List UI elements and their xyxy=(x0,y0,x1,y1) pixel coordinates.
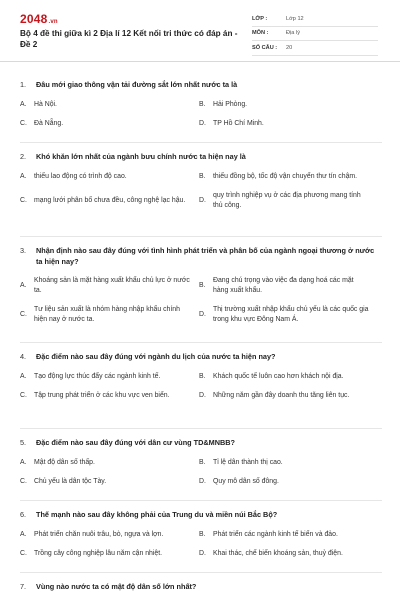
option-letter: C. xyxy=(20,477,27,485)
option-letter: B. xyxy=(199,530,206,538)
option-b[interactable] xyxy=(199,172,370,182)
option-c[interactable] xyxy=(20,191,191,211)
question-text: Nhận định nào sau đây đúng với tình hình phát triển và phân bố của ngành ngoại thương ở nước ta hiện nay? xyxy=(36,246,375,266)
option-letter: C. xyxy=(20,549,27,557)
question-7 xyxy=(20,582,382,593)
option-letter: B. xyxy=(199,100,206,108)
option-letter: C. xyxy=(20,119,27,127)
option-letter: D. xyxy=(199,119,206,127)
question-text: Đặc điểm nào sau đây đúng với ngành du lịch của nước ta hiện nay? xyxy=(36,352,276,361)
option-text: Đang chú trọng vào việc đa dạng hoá các mặt hàng xuất khẩu. xyxy=(213,277,354,294)
option-text: Tỉ lệ dân thành thị cao. xyxy=(213,458,283,466)
question-4 xyxy=(20,352,382,410)
options-grid xyxy=(20,172,382,220)
option-d[interactable] xyxy=(199,191,370,211)
options-grid xyxy=(20,458,382,496)
option-text: TP Hồ Chí Minh. xyxy=(213,119,264,127)
meta-value: 20 xyxy=(286,44,293,51)
option-a[interactable] xyxy=(20,458,191,468)
option-text: Trồng cây công nghiệp lâu năm cận nhiệt. xyxy=(34,549,163,557)
meta-row-count xyxy=(252,41,378,56)
option-b[interactable] xyxy=(199,458,370,468)
option-text: thiếu đồng bộ, tốc độ vận chuyển thư tín chậm. xyxy=(213,172,358,180)
option-text: Tư liệu sản xuất là nhóm hàng nhập khẩu chính hiện nay ở nước ta. xyxy=(34,306,180,323)
option-letter: C. xyxy=(20,196,27,204)
question-number: 7. xyxy=(20,582,27,591)
option-text: Chủ yếu là dân tộc Tày. xyxy=(34,477,107,485)
option-a[interactable] xyxy=(20,172,191,182)
option-c[interactable] xyxy=(20,119,191,129)
option-letter: D. xyxy=(199,311,206,318)
option-a[interactable] xyxy=(20,100,191,110)
meta-label: SỐ CÂU : xyxy=(252,44,278,51)
question-divider xyxy=(20,142,382,143)
option-d[interactable] xyxy=(199,477,370,487)
question-number: 4. xyxy=(20,352,27,361)
question-divider xyxy=(20,236,382,237)
option-letter: B. xyxy=(199,172,206,180)
options-grid xyxy=(20,276,382,334)
question-divider xyxy=(20,500,382,501)
option-text: thiếu lao động có trình độ cao. xyxy=(34,172,127,180)
option-text: Khách quốc tế luôn cao hơn khách nội địa. xyxy=(213,372,344,380)
option-letter: D. xyxy=(199,549,206,557)
question-2 xyxy=(20,152,382,220)
option-a[interactable] xyxy=(20,276,191,296)
option-c[interactable] xyxy=(20,391,191,401)
question-5 xyxy=(20,438,382,496)
option-c[interactable] xyxy=(20,305,191,325)
option-text: mạng lưới phân bố chưa đều, công nghệ lạc hậu. xyxy=(34,196,186,204)
question-text: Vùng nào nước ta có mật độ dân số lớn nhất? xyxy=(36,582,197,591)
option-text: Khai thác, chế biến khoáng sản, thuỷ điện. xyxy=(213,549,343,557)
option-text: Hải Phòng. xyxy=(213,100,248,108)
option-text: Mật độ dân số thấp. xyxy=(34,458,95,466)
question-text: Thế mạnh nào sau đây không phải của Trung du và miền núi Bắc Bộ? xyxy=(36,510,278,519)
option-d[interactable] xyxy=(199,391,370,401)
option-letter: D. xyxy=(199,477,206,485)
option-letter: A. xyxy=(20,530,27,538)
meta-label: LỚP : xyxy=(252,15,268,22)
option-letter: B. xyxy=(199,372,206,380)
option-letter: A. xyxy=(20,100,27,108)
option-b[interactable] xyxy=(199,276,370,296)
option-letter: A. xyxy=(20,372,27,380)
question-text: Đặc điểm nào sau đây đúng với dân cư vùng TD&MNBB? xyxy=(36,438,235,447)
option-d[interactable] xyxy=(199,549,370,559)
question-number: 6. xyxy=(20,510,27,519)
option-c[interactable] xyxy=(20,549,191,559)
question-number: 5. xyxy=(20,438,27,447)
meta-label: MÔN : xyxy=(252,30,269,37)
option-a[interactable] xyxy=(20,372,191,382)
option-d[interactable] xyxy=(199,305,370,325)
option-text: Quy mô dân số đông. xyxy=(213,477,279,485)
option-b[interactable] xyxy=(199,100,370,110)
option-text: Đà Nẵng. xyxy=(34,119,64,127)
meta-value: Địa lý xyxy=(286,30,300,37)
options-grid xyxy=(20,530,382,568)
question-number: 3. xyxy=(20,246,27,255)
meta-row-subject xyxy=(252,27,378,42)
meta-value: Lớp 12 xyxy=(286,15,304,22)
document-meta xyxy=(252,12,378,56)
question-1 xyxy=(20,80,382,138)
question-text: Đâu mới giao thông vận tải đường sắt lớn nhất nước ta là xyxy=(36,80,238,89)
option-letter: C. xyxy=(20,391,27,399)
document-header xyxy=(0,0,400,62)
option-text: Tạo động lực thúc đẩy các ngành kinh tế. xyxy=(34,372,161,380)
question-divider xyxy=(20,572,382,573)
options-grid xyxy=(20,372,382,410)
option-b[interactable] xyxy=(199,530,370,540)
option-letter: C. xyxy=(20,311,27,318)
question-3 xyxy=(20,246,382,334)
option-letter: B. xyxy=(199,282,206,289)
option-c[interactable] xyxy=(20,477,191,487)
option-letter: A. xyxy=(20,282,27,289)
option-letter: D. xyxy=(199,391,206,399)
option-text: Tập trung phát triển ở các khu vực ven biển. xyxy=(34,391,170,399)
option-letter: B. xyxy=(199,458,206,466)
question-text: Khó khăn lớn nhất của ngành bưu chính nước ta hiện nay là xyxy=(36,152,246,161)
option-text: Phát triển các ngành kinh tế biển và đảo. xyxy=(213,530,338,538)
option-letter: D. xyxy=(199,196,206,204)
meta-row-class xyxy=(252,12,378,27)
options-grid xyxy=(20,100,382,138)
option-a[interactable] xyxy=(20,530,191,540)
option-text: Khoáng sản là mặt hàng xuất khẩu chủ lực ở nước ta. xyxy=(34,277,190,294)
option-text: Những năm gần đây doanh thu tăng liên tục. xyxy=(213,391,350,399)
option-text: quy trình nghiệp vụ ở các địa phương mang tính thủ công. xyxy=(213,191,361,209)
option-text: Thị trường xuất nhập khẩu chủ yếu là các quốc gia trong khu vực Đông Nam Á. xyxy=(213,306,369,323)
brand-name: 2048 xyxy=(20,12,48,26)
option-letter: A. xyxy=(20,172,27,180)
option-letter: A. xyxy=(20,458,27,466)
question-number: 1. xyxy=(20,80,27,89)
option-text: Hà Nội. xyxy=(34,100,57,108)
question-divider xyxy=(20,342,382,343)
question-number: 2. xyxy=(20,152,27,161)
option-d[interactable] xyxy=(199,119,370,129)
brand-suffix: .vn xyxy=(48,19,58,25)
question-6 xyxy=(20,510,382,568)
document-title: Bộ 4 đề thi giữa kì 2 Địa lí 12 Kết nối tri thức có đáp án - Đề 2 xyxy=(20,29,238,49)
option-text: Phát triển chăn nuôi trâu, bò, ngựa và lợn. xyxy=(34,530,164,538)
option-b[interactable] xyxy=(199,372,370,382)
question-divider xyxy=(20,428,382,429)
brand-logo[interactable] xyxy=(20,12,58,26)
